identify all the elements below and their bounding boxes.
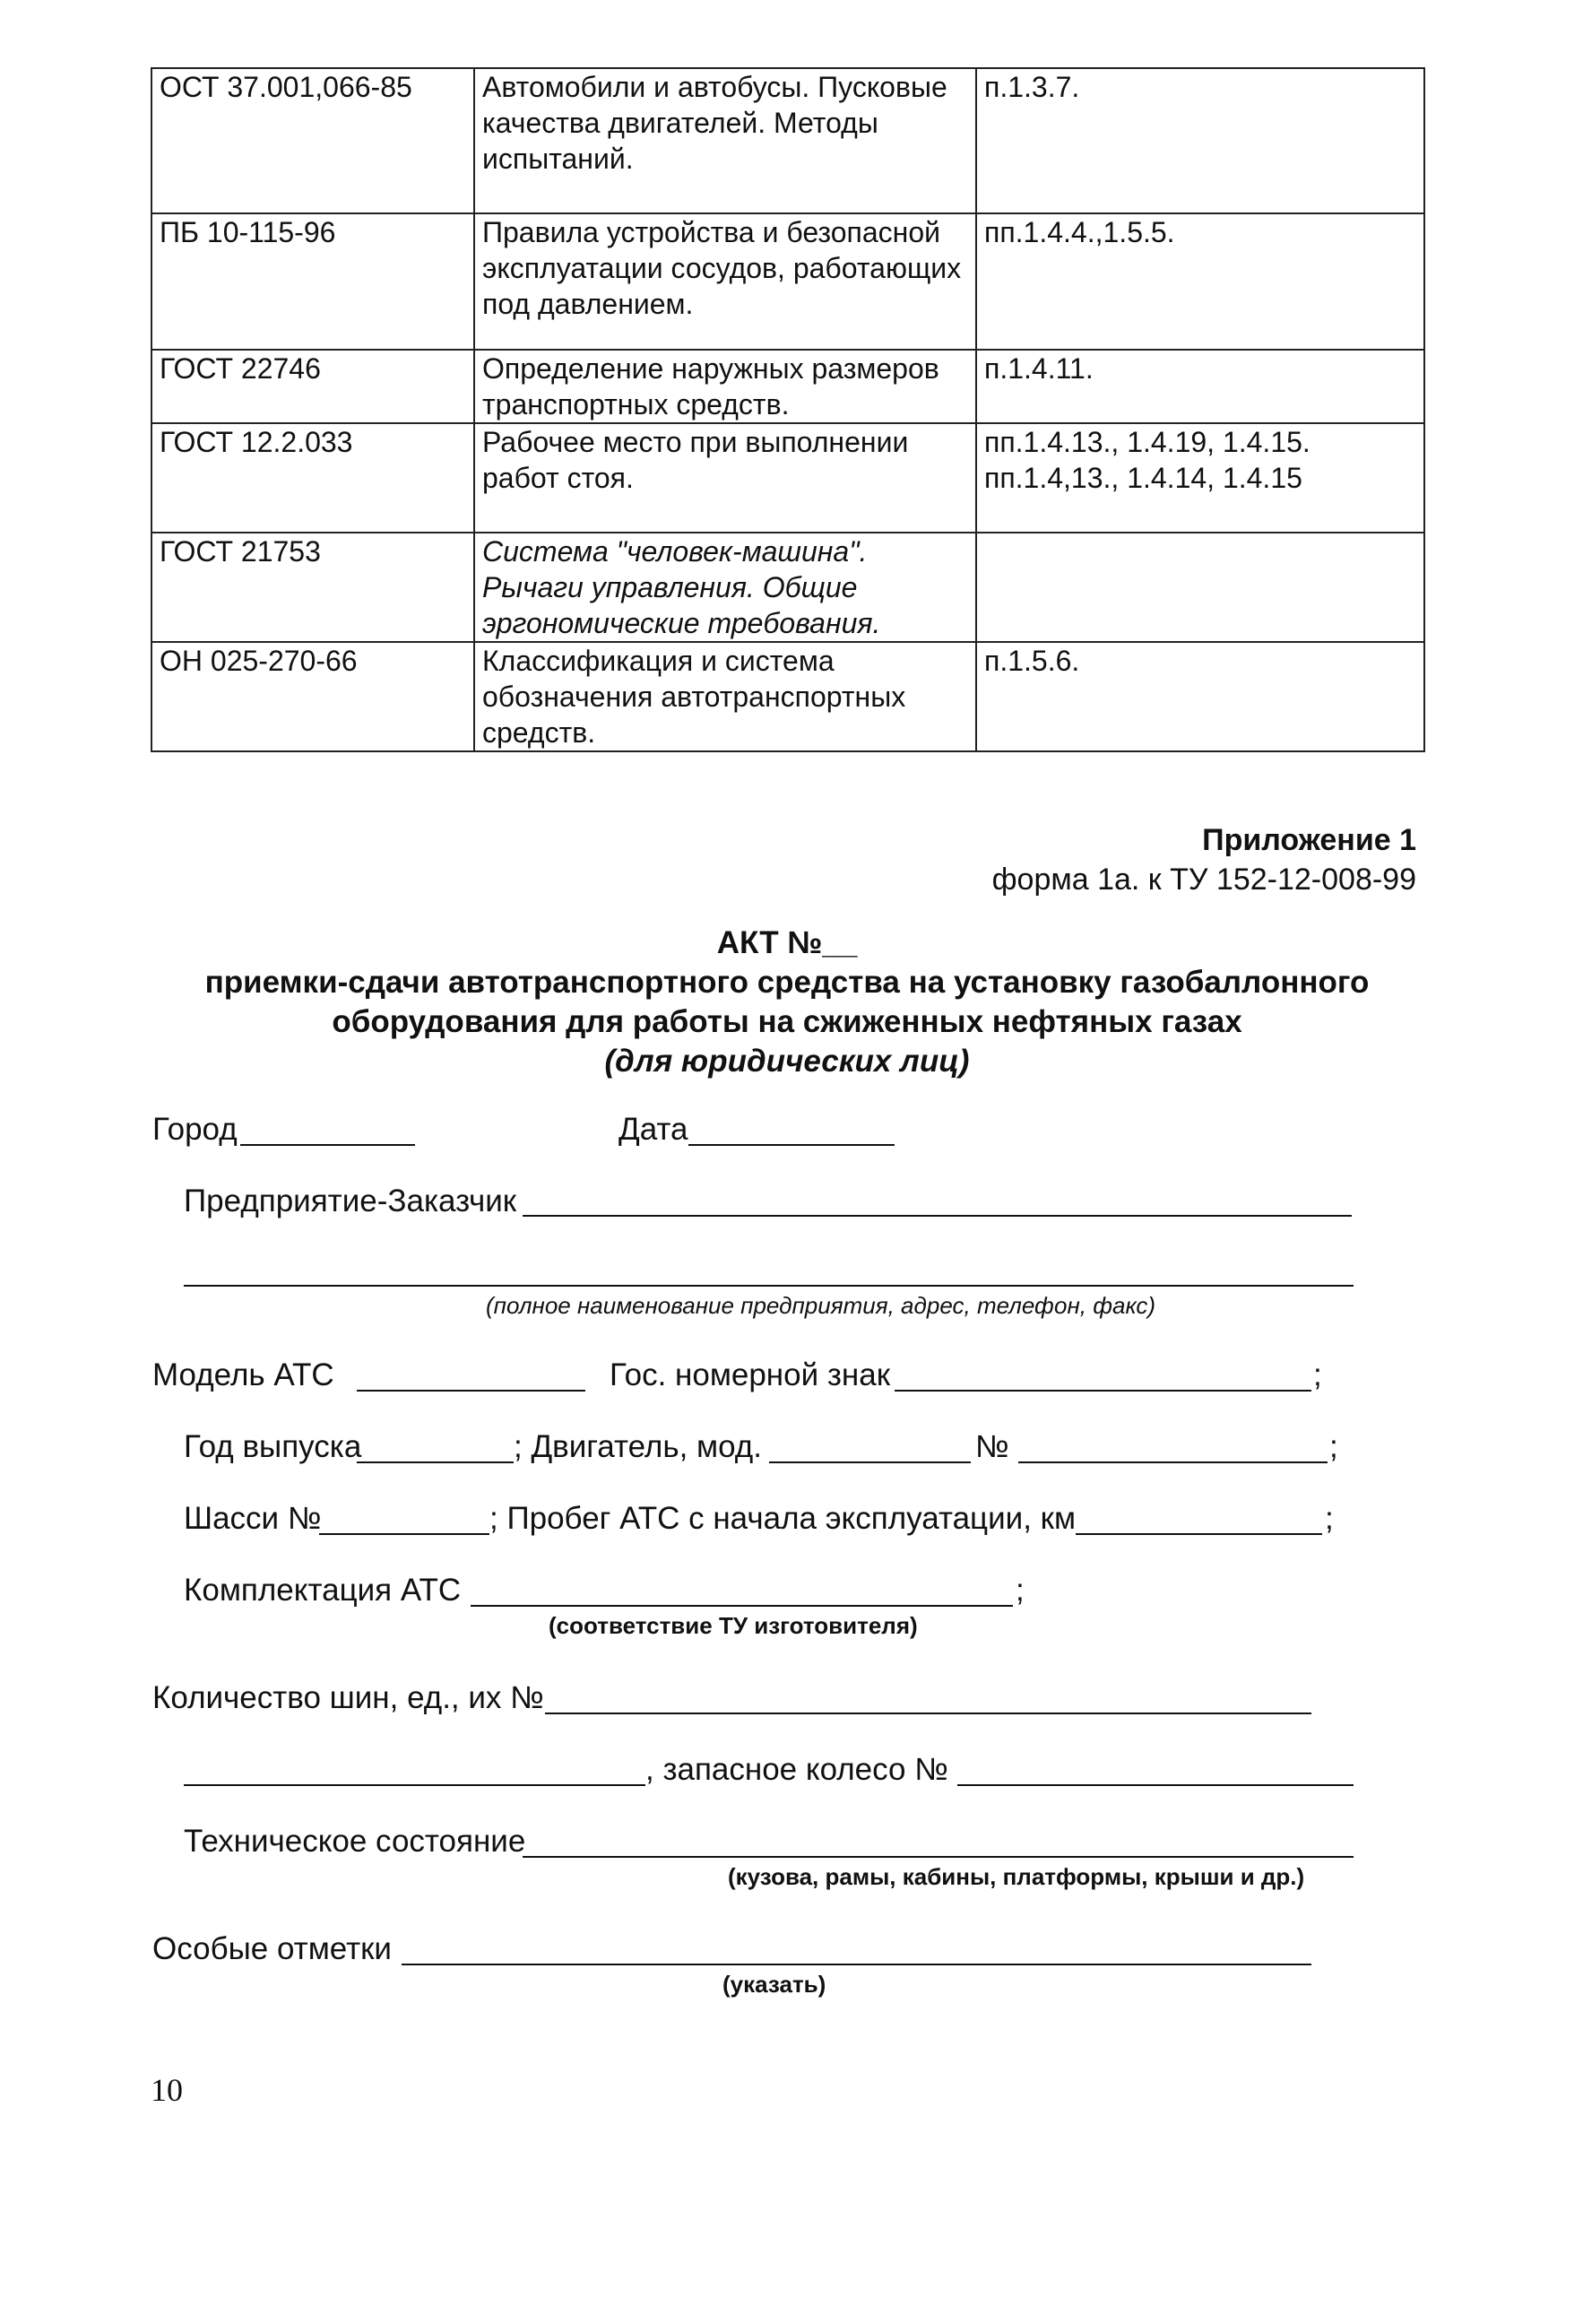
- act-title-line-2: оборудования для работы на сжиженных нефтяных газах: [332, 1004, 1242, 1039]
- year-label: Год выпуска: [184, 1429, 362, 1464]
- customer-hint: (полное наименование предприятия, адрес, телефон, факс): [486, 1292, 1156, 1319]
- engine-semicolon: ;: [1329, 1429, 1338, 1464]
- table-row: [151, 533, 1424, 642]
- std-ref: [976, 533, 1424, 642]
- notes-hint: (указать): [722, 1971, 826, 1998]
- model-field[interactable]: [357, 1390, 585, 1392]
- kit-field[interactable]: [471, 1605, 1013, 1607]
- engine-number-label: №: [975, 1429, 1009, 1464]
- std-ref: п.1.4.11.: [976, 350, 1424, 423]
- tires-label: Количество шин, ед., их №: [152, 1680, 544, 1715]
- std-code: ГОСТ 21753: [151, 533, 474, 642]
- city-field[interactable]: [240, 1144, 415, 1146]
- engine-model-field[interactable]: [769, 1461, 971, 1463]
- std-title: Правила устройства и безопасной эксплуатации сосудов, работающих под давлением.: [474, 213, 976, 350]
- std-code: ОН 025-270-66: [151, 642, 474, 751]
- std-title: Система "человек-машина". Рычаги управления. Общие эргономические требования.: [474, 533, 976, 642]
- chassis-label: Шасси №: [184, 1501, 322, 1536]
- model-label: Модель АТС: [152, 1357, 334, 1392]
- spare-wheel-label: , запасное колесо №: [645, 1752, 948, 1787]
- table-row: [151, 68, 1424, 213]
- tech-condition-label: Техническое состояние: [184, 1824, 526, 1859]
- std-ref: п.1.5.6.: [976, 642, 1424, 751]
- kit-hint: (соответствие ТУ изготовителя): [549, 1612, 918, 1639]
- std-ref: пп.1.4.13., 1.4.19, 1.4.15. пп.1.4,13., 1.4.14, 1.4.15: [976, 423, 1424, 533]
- engine-number-field[interactable]: [1018, 1461, 1328, 1463]
- city-label: Город: [152, 1112, 238, 1147]
- mileage-field[interactable]: [1076, 1533, 1322, 1535]
- std-ref: п.1.3.7.: [976, 68, 1424, 213]
- table-row: [151, 213, 1424, 350]
- table-row: [151, 423, 1424, 533]
- appendix-form-ref: форма 1а. к ТУ 152-12-008-99: [991, 863, 1416, 897]
- std-title: Автомобили и автобусы. Пусковые качества двигателей. Методы испытаний.: [474, 68, 976, 213]
- table-row: [151, 642, 1424, 751]
- customer-field-line-2[interactable]: [184, 1285, 1354, 1287]
- date-label: Дата: [618, 1112, 688, 1147]
- plate-label: Гос. номерной знак: [610, 1357, 891, 1392]
- standards-table: [151, 67, 1425, 752]
- customer-label: Предприятие-Заказчик: [184, 1184, 517, 1218]
- std-code: ОСТ 37.001,066-85: [151, 68, 474, 213]
- notes-field[interactable]: [402, 1964, 1311, 1965]
- plate-field[interactable]: [895, 1390, 1311, 1392]
- std-title: Определение наружных размеров транспортных средств.: [474, 350, 976, 423]
- mileage-semicolon: ;: [1325, 1501, 1334, 1536]
- tech-condition-field[interactable]: [523, 1856, 1354, 1858]
- act-title-line-1: приемки-сдачи автотранспортного средства на установку газобаллонного: [204, 965, 1370, 1000]
- chassis-field[interactable]: [319, 1533, 489, 1535]
- customer-field[interactable]: [523, 1215, 1352, 1217]
- std-code: ГОСТ 12.2.033: [151, 423, 474, 533]
- tires-field-line-2[interactable]: [184, 1784, 645, 1786]
- plate-semicolon: ;: [1313, 1357, 1322, 1392]
- date-field[interactable]: [688, 1144, 895, 1146]
- engine-label: ; Двигатель, мод.: [514, 1429, 762, 1464]
- std-title: Рабочее место при выполнении работ стоя.: [474, 423, 976, 533]
- table-row: [151, 350, 1424, 423]
- mileage-label: ; Пробег АТС с начала эксплуатации, км: [489, 1501, 1077, 1536]
- std-title: Классификация и система обозначения автотранспортных средств.: [474, 642, 976, 751]
- spare-wheel-field[interactable]: [957, 1784, 1354, 1786]
- tech-condition-hint: (кузова, рамы, кабины, платформы, крыши и др.): [728, 1863, 1305, 1890]
- year-field[interactable]: [357, 1461, 514, 1463]
- tires-field[interactable]: [545, 1713, 1311, 1714]
- kit-semicolon: ;: [1016, 1573, 1025, 1608]
- act-title-line-3: (для юридических лиц): [604, 1044, 970, 1079]
- notes-label: Особые отметки: [152, 1931, 392, 1966]
- act-heading: АКТ №__: [716, 925, 858, 960]
- std-code: ГОСТ 22746: [151, 350, 474, 423]
- kit-label: Комплектация АТС: [184, 1573, 462, 1608]
- std-code: ПБ 10-115-96: [151, 213, 474, 350]
- appendix-title: Приложение 1: [1202, 823, 1416, 857]
- std-ref: пп.1.4.4.,1.5.5.: [976, 213, 1424, 350]
- page-number: 10: [151, 2072, 183, 2108]
